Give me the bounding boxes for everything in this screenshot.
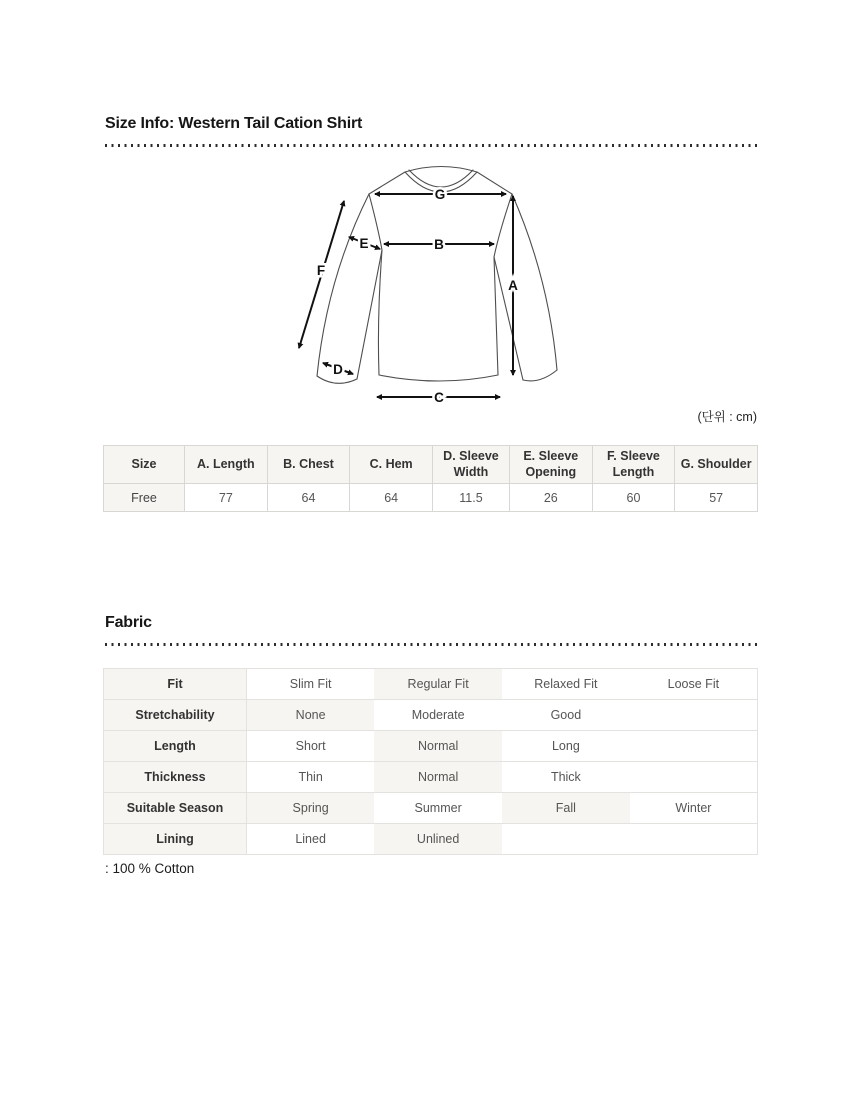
- fabric-option-cell: Slim Fit: [247, 669, 375, 700]
- fabric-row: [104, 824, 758, 855]
- size-value-cell: 64: [350, 484, 433, 512]
- size-value-cell: 64: [267, 484, 350, 512]
- fabric-option-cell: Thick: [502, 762, 630, 793]
- fabric-row-label: Stretchability: [104, 700, 247, 731]
- fabric-option-cell: Thin: [247, 762, 375, 793]
- size-col-header: E. Sleeve Opening: [509, 446, 592, 484]
- fabric-row: [104, 731, 758, 762]
- fabric-option-cell: Long: [502, 731, 630, 762]
- fabric-option-cell: Short: [247, 731, 375, 762]
- fabric-option-cell: Loose Fit: [630, 669, 758, 700]
- size-value-cell: 26: [509, 484, 592, 512]
- dotted-divider: [105, 144, 758, 147]
- label-chest: B: [434, 237, 444, 252]
- label-length: A: [508, 278, 518, 293]
- fabric-row-label: Fit: [104, 669, 247, 700]
- size-value-cell: 60: [592, 484, 675, 512]
- fabric-option-cell: [630, 824, 758, 855]
- unit-note: (단위 : cm): [697, 410, 757, 424]
- fabric-option-cell: Winter: [630, 793, 758, 824]
- size-table: [103, 445, 758, 512]
- size-col-header: D. Sleeve Width: [432, 446, 509, 484]
- size-col-header: G. Shoulder: [675, 446, 758, 484]
- size-col-header: F. Sleeve Length: [592, 446, 675, 484]
- fabric-table: [103, 668, 758, 855]
- dotted-divider: [105, 643, 758, 646]
- size-col-header: B. Chest: [267, 446, 350, 484]
- fabric-row-label: Thickness: [104, 762, 247, 793]
- fabric-option-cell: Lined: [247, 824, 375, 855]
- label-shoulder: G: [434, 187, 446, 202]
- fabric-row: [104, 762, 758, 793]
- size-name-cell: Free: [104, 484, 185, 512]
- fabric-option-cell: Good: [502, 700, 630, 731]
- label-sleeve-opening: E: [359, 236, 369, 251]
- fabric-title: Fabric: [105, 614, 152, 631]
- size-col-header: A. Length: [185, 446, 268, 484]
- fabric-row-label: Lining: [104, 824, 247, 855]
- fabric-option-cell: Regular Fit: [374, 669, 502, 700]
- size-value-cell: 11.5: [432, 484, 509, 512]
- size-col-header: Size: [104, 446, 185, 484]
- size-value-cell: 57: [675, 484, 758, 512]
- fabric-row-label: Length: [104, 731, 247, 762]
- label-sleeve-length: F: [316, 263, 326, 278]
- fabric-option-cell: None: [247, 700, 375, 731]
- fabric-option-cell: [502, 824, 630, 855]
- fabric-composition-note: : 100 % Cotton: [105, 861, 195, 876]
- size-col-header: C. Hem: [350, 446, 433, 484]
- size-info-title: Size Info: Western Tail Cation Shirt: [105, 115, 363, 132]
- fabric-option-cell: Summer: [374, 793, 502, 824]
- fabric-option-cell: Relaxed Fit: [502, 669, 630, 700]
- fabric-row-label: Suitable Season: [104, 793, 247, 824]
- fabric-row: [104, 700, 758, 731]
- label-hem: C: [434, 390, 444, 405]
- fabric-row: [104, 669, 758, 700]
- fabric-option-cell: [630, 762, 758, 793]
- size-table-header-row: [104, 446, 758, 484]
- fabric-option-cell: Fall: [502, 793, 630, 824]
- fabric-row: [104, 793, 758, 824]
- fabric-option-cell: [630, 700, 758, 731]
- fabric-option-cell: Unlined: [374, 824, 502, 855]
- shirt-measurement-diagram: [287, 158, 577, 408]
- size-value-cell: 77: [185, 484, 268, 512]
- label-sleeve-width: D: [333, 362, 343, 377]
- fabric-option-cell: [630, 731, 758, 762]
- fabric-option-cell: Moderate: [374, 700, 502, 731]
- fabric-option-cell: Normal: [374, 762, 502, 793]
- size-table-row: [104, 484, 758, 512]
- fabric-option-cell: Spring: [247, 793, 375, 824]
- fabric-option-cell: Normal: [374, 731, 502, 762]
